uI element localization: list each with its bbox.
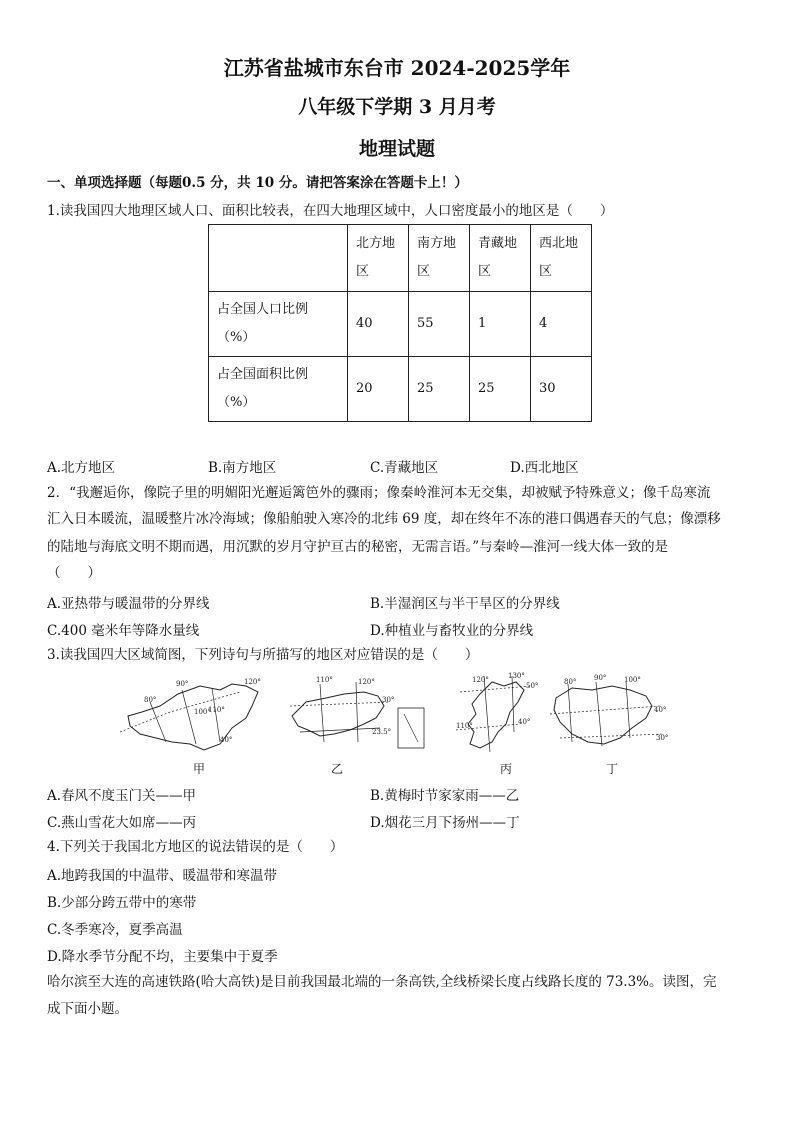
map-label-jia: 甲 — [193, 762, 206, 776]
exam-subject-title: 地理试题 — [358, 138, 435, 160]
table-cell: 1 — [470, 292, 531, 357]
q3-option-c: C.燕山雪花大如席——丙 — [47, 815, 197, 831]
header-text: 区 — [417, 264, 431, 279]
row-label-cell — [209, 292, 348, 357]
degree-label: 120° — [358, 678, 375, 686]
map-label-yi: 乙 — [331, 762, 344, 776]
exam-title-line2: 八年级下学期 3 月月考 — [298, 96, 496, 118]
q1-option-c: C.青藏地区 — [370, 460, 439, 476]
map-yi — [290, 676, 424, 748]
degree-label: 100° — [624, 676, 641, 684]
q3-option-b: B.黄梅时节家家雨——乙 — [370, 788, 520, 804]
map-jia — [120, 678, 261, 750]
degree-label: 30° — [656, 734, 669, 742]
q4-option-a: A.地跨我国的中温带、暖温带和寒温带 — [47, 868, 278, 884]
table-header-row — [209, 225, 592, 292]
table-header-cell — [531, 225, 592, 292]
map-ding — [550, 674, 668, 746]
population-area-table — [208, 224, 592, 422]
row-label: 占全国人口比例 — [217, 302, 309, 317]
degree-label: 40° — [220, 736, 233, 744]
passage-line2: 成下面小题。 — [47, 1001, 128, 1017]
header-text: 区 — [356, 264, 370, 279]
degree-label: 110° — [316, 676, 333, 684]
degree-label: 120° — [472, 676, 489, 684]
section-heading: 一、单项选择题（每题0.5 分，共 10 分。请把答案涂在答题卡上！） — [47, 175, 468, 191]
q1-option-a: A.北方地区 — [47, 460, 116, 476]
q4-option-d: D.降水季节分配不均，主要集中于夏季 — [47, 949, 278, 965]
q3-option-d: D.烟花三月下扬州——丁 — [370, 815, 520, 831]
table-cell: 55 — [409, 292, 470, 357]
map-bing — [456, 672, 538, 752]
table-header-cell — [348, 225, 409, 292]
degree-label: 90° — [176, 680, 189, 688]
row-label: 占全国面积比例 — [217, 367, 309, 382]
row-unit: （%） — [217, 330, 256, 345]
q1-option-b: B.南方地区 — [208, 460, 277, 476]
q2-option-d: D.种植业与畜牧业的分界线 — [370, 623, 534, 639]
map-label-ding: 丁 — [606, 762, 619, 776]
degree-label: 90° — [594, 674, 607, 682]
q4-option-b: B.少部分跨五带中的寒带 — [47, 895, 197, 911]
degree-label: 120° — [244, 678, 261, 686]
row-unit: （%） — [217, 395, 256, 410]
question-3-stem: 3.读我国四大区域简图，下列诗句与所描写的地区对应错误的是（ ） — [47, 647, 479, 663]
degree-label: 110° — [208, 706, 225, 714]
table-row — [209, 292, 592, 357]
row-label-cell — [209, 357, 348, 422]
table-header-cell — [470, 225, 531, 292]
degree-label: 30° — [382, 696, 395, 704]
header-text: 北方地 — [356, 236, 396, 251]
q2-option-c: C.400 毫米年等降水量线 — [47, 623, 200, 639]
table-corner-cell — [209, 225, 348, 292]
degree-label: 80° — [144, 696, 157, 704]
question-4-stem: 4.下列关于我国北方地区的说法错误的是（ ） — [47, 839, 344, 855]
header-text: 区 — [539, 264, 553, 279]
table-row — [209, 357, 592, 422]
table-cell: 4 — [531, 292, 592, 357]
table-cell: 40 — [348, 292, 409, 357]
degree-label: 40° — [518, 718, 531, 726]
table-cell: 30 — [531, 357, 592, 422]
q2-option-b: B.半湿润区与半干旱区的分界线 — [370, 596, 560, 612]
question-2-line2: 汇入日本暖流，温暖整片冰冷海域；像船舶驶入寒冷的北纬 69 度，却在终年不冻的港口偶遇春天的气息；像漂移 — [47, 511, 721, 527]
q2-option-a: A.亚热带与暖温带的分界线 — [47, 596, 210, 612]
passage-line1: 哈尔滨至大连的高速铁路(哈大高铁)是目前我国最北端的一条高铁,全线桥梁长度占线路长度的 73.3%。读图，完 — [47, 974, 717, 990]
header-text: 青藏地 — [478, 236, 518, 251]
degree-label: 40° — [654, 706, 667, 714]
question-2-line1: 2．“我邂逅你，像院子里的明媚阳光邂逅篱笆外的骤雨；像秦岭淮河本无交集，却被赋予特殊意义；像千岛寒流 — [47, 485, 711, 501]
header-text: 西北地 — [539, 236, 579, 251]
map-label-bing: 丙 — [500, 762, 513, 776]
table-header-cell — [409, 225, 470, 292]
exam-title-line1: 江苏省盐城市东台市 2024-2025学年 — [223, 56, 571, 80]
q1-option-d: D.西北地区 — [510, 460, 579, 476]
question-2-line3: 的陆地与海底文明不期而遇，用沉默的岁月守护亘古的秘密，无需言语。”与秦岭—淮河一线大体一致的是 — [47, 539, 669, 555]
table-cell: 25 — [470, 357, 531, 422]
degree-label: 50° — [526, 682, 539, 690]
q3-option-a: A.春风不度玉门关——甲 — [47, 788, 197, 804]
question-2-line4: （ ） — [47, 565, 101, 581]
q4-option-c: C.冬季寒冷，夏季高温 — [47, 922, 183, 938]
question-1-stem: 1.读我国四大地理区域人口、面积比较表，在四大地理区域中，人口密度最小的地区是（ ） — [47, 203, 614, 219]
degree-label: 80° — [564, 678, 577, 686]
degree-label: 130° — [508, 672, 525, 680]
degree-label: 110° — [456, 722, 473, 730]
table-cell: 20 — [348, 357, 409, 422]
table-cell: 25 — [409, 357, 470, 422]
degree-label: 23.5° — [372, 728, 392, 736]
header-text: 区 — [478, 264, 492, 279]
header-text: 南方地 — [417, 236, 457, 251]
degree-label: 100° — [194, 708, 211, 716]
